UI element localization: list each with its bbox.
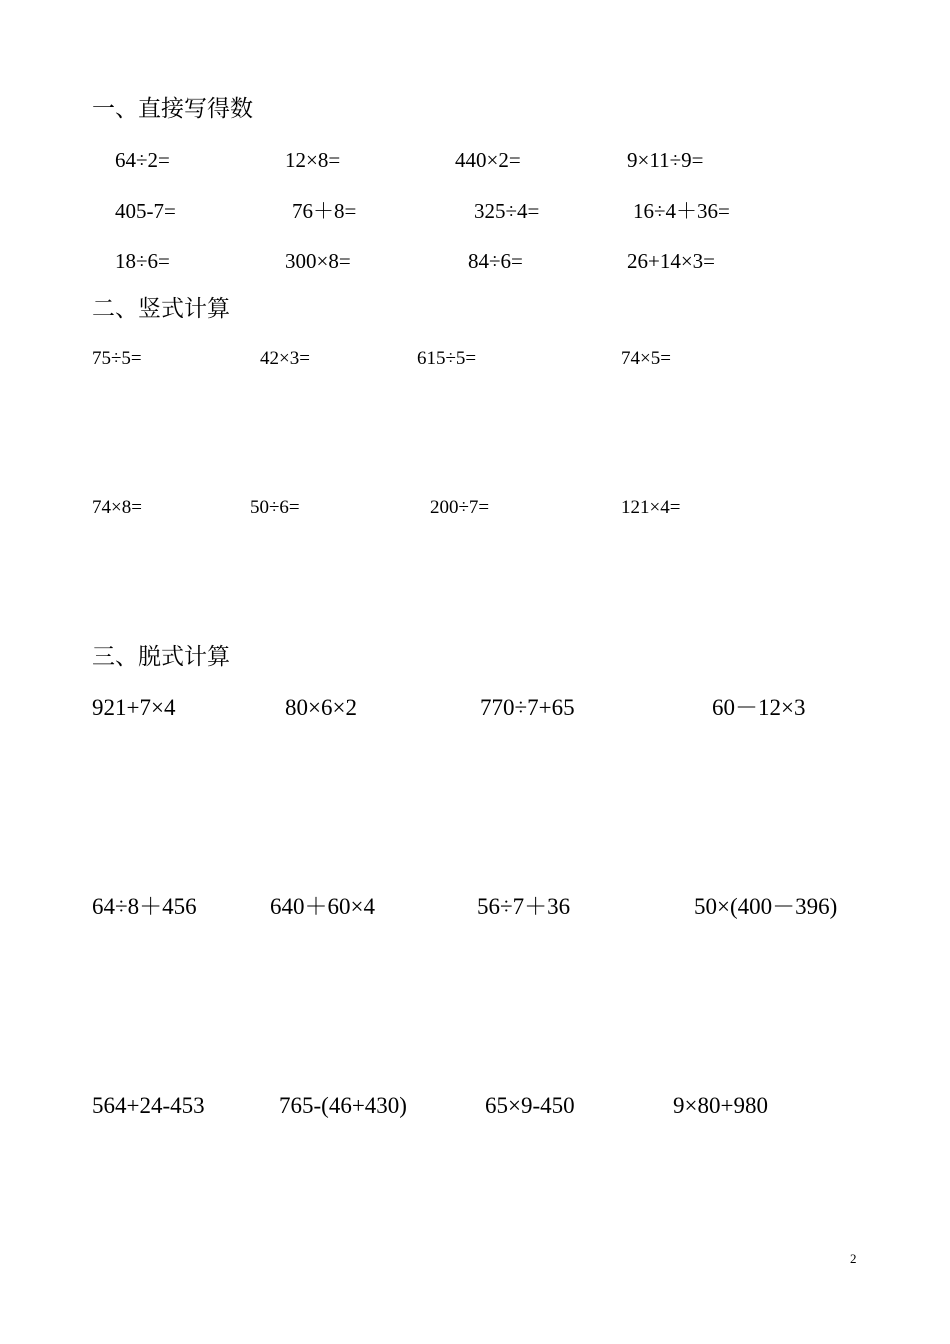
section3-problem: 921+7×4 [92,695,176,720]
section2-problem: 75÷5= [92,348,142,369]
section2-problem: 42×3= [260,348,310,369]
section2-problem: 50÷6= [250,497,300,518]
section1-heading: 一、直接写得数 [92,96,253,122]
section1-problem: 26+14×3= [627,249,716,273]
section1-problem: 300×8= [285,249,351,273]
section2-problem: 74×8= [92,497,142,518]
section2-problem: 200÷7= [430,497,490,518]
section1-problem: 76＋8= [292,199,357,223]
section3-problem: 770÷7+65 [480,695,575,720]
section3-problem: 60－12×3 [712,695,806,720]
section3-problem: 765-(46+430) [279,1093,407,1118]
section1-problem: 84÷6= [468,249,523,273]
section3-heading: 三、脱式计算 [92,644,230,670]
section1-problem: 18÷6= [115,249,170,273]
section3-problem: 564+24-453 [92,1093,205,1118]
section1-problem: 64÷2= [115,148,170,172]
page-number: 2 [850,1251,857,1266]
section1-problem: 16÷4＋36= [633,199,730,223]
section2-problem: 121×4= [621,497,681,518]
section3-problem: 56÷7＋36 [477,894,571,919]
section3-problem: 640＋60×4 [270,894,375,919]
section1-problem: 9×11÷9= [627,148,704,172]
section2-problem: 615÷5= [417,348,477,369]
section1-problem: 12×8= [285,148,341,172]
section1-problem: 325÷4= [474,199,540,223]
section2-problem: 74×5= [621,348,671,369]
section1-problem: 440×2= [455,148,521,172]
section3-problem: 50×(400－396) [694,894,838,919]
section3-problem: 9×80+980 [673,1093,768,1118]
section3-problem: 80×6×2 [285,695,357,720]
section3-problem: 65×9-450 [485,1093,575,1118]
section1-problem: 405-7= [115,199,176,223]
section2-heading: 二、竖式计算 [92,296,230,322]
section3-problem: 64÷8＋456 [92,894,197,919]
